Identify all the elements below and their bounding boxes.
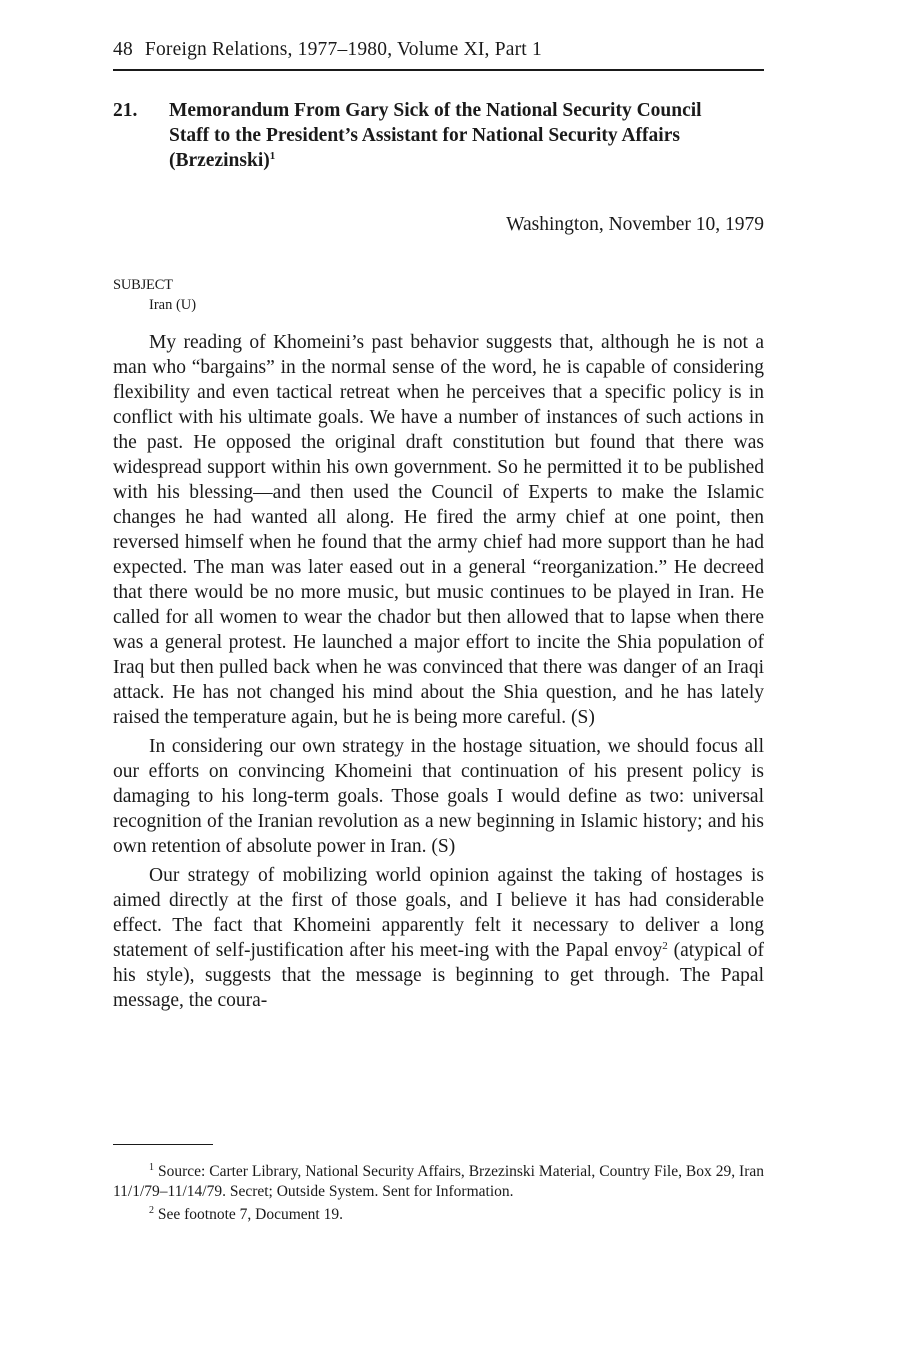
document-title bbox=[169, 98, 709, 173]
memo-body bbox=[113, 330, 764, 1017]
document-heading bbox=[113, 98, 764, 173]
footnote-rule bbox=[113, 1144, 213, 1145]
running-head bbox=[113, 38, 764, 62]
subject-label: SUBJECT bbox=[113, 277, 173, 293]
header-rule bbox=[113, 69, 764, 71]
body-paragraph-3 bbox=[113, 863, 764, 1013]
footnote-1 bbox=[113, 1162, 764, 1202]
footnote-marker-2[interactable]: 2 bbox=[662, 940, 668, 952]
body-paragraph-3-text-a: Our strategy of mobilizing world opinion against the taking of hostages is aimed directly at the first of those goals, and I believe it has had considerable effect. The fact that Khomeini apparently felt it necessary to deliver a long statement of self-justification after his meet-ing with the Papal envoy bbox=[113, 865, 764, 961]
footnote-2-text: See footnote 7, Document 19. bbox=[154, 1206, 343, 1223]
document-number: 21. bbox=[113, 100, 138, 121]
dateline: Washington, November 10, 1979 bbox=[506, 214, 764, 235]
subject-value: Iran (U) bbox=[149, 297, 197, 313]
footnote-2 bbox=[113, 1205, 764, 1225]
footnote-1-text: Source: Carter Library, National Security Affairs, Brzezinski Material, Country File, Box 29, Iran 11/1/79–11/14/79. Secret; Outside System. Sent for Information. bbox=[113, 1163, 764, 1200]
document-title-text: Memorandum From Gary Sick of the National Security Council Staff to the President’s Assistant for National Security Affairs (Brzezinski) bbox=[169, 100, 702, 171]
footnote-1-marker: 1 bbox=[149, 1162, 154, 1173]
footnote-2-marker: 2 bbox=[149, 1205, 154, 1216]
footnote-marker-1[interactable]: 1 bbox=[269, 150, 276, 162]
body-paragraph-3-text-b: (atypical of his style), suggests that the message is beginning to get through. The Papal message, the coura- bbox=[113, 940, 764, 1011]
page-number: 48 bbox=[113, 39, 133, 60]
running-head-title: Foreign Relations, 1977–1980, Volume XI, Part 1 bbox=[144, 39, 542, 60]
footnotes bbox=[113, 1162, 764, 1228]
body-paragraph-2: In considering our own strategy in the hostage situation, we should focus all our efforts on convincing Khomeini that continuation of his present policy is damaging to his long-term goals. Those goals I would define as two: universal recognition of the Iranian revolution as a new beginning in Islamic history; and his own retention of absolute power in Iran. (S) bbox=[113, 736, 764, 857]
body-paragraph-1: My reading of Khomeini’s past behavior suggests that, although he is not a man who “bargains” in the normal sense of the word, he is capable of considering flexibility and even tactical retreat when he perceives that a specific policy is in conflict with his ultimate goals. We have a number of instances of such actions in the past. He opposed the original draft constitution but found that there was widespread support within his own government. So he permitted it to be published with his blessing—and then used the Council of Experts to make the Islamic changes he had wanted all along. He fired the army chief at one point, then reversed himself when he found that the army chief had more support than he had expected. The man was later eased out in a general “reorganization.” He decreed that there would be no more music, but music continues to be played in Iran. He called for all women to wear the chador but then allowed that to lapse when there was a general protest. He launched a major effort to incite the Shia population of Iraq but then pulled back when he was convinced that there was danger of an Iraqi attack. He has not changed his mind about the Shia question, and he has lately raised the temperature again, but he is being more careful. (S) bbox=[113, 332, 764, 728]
